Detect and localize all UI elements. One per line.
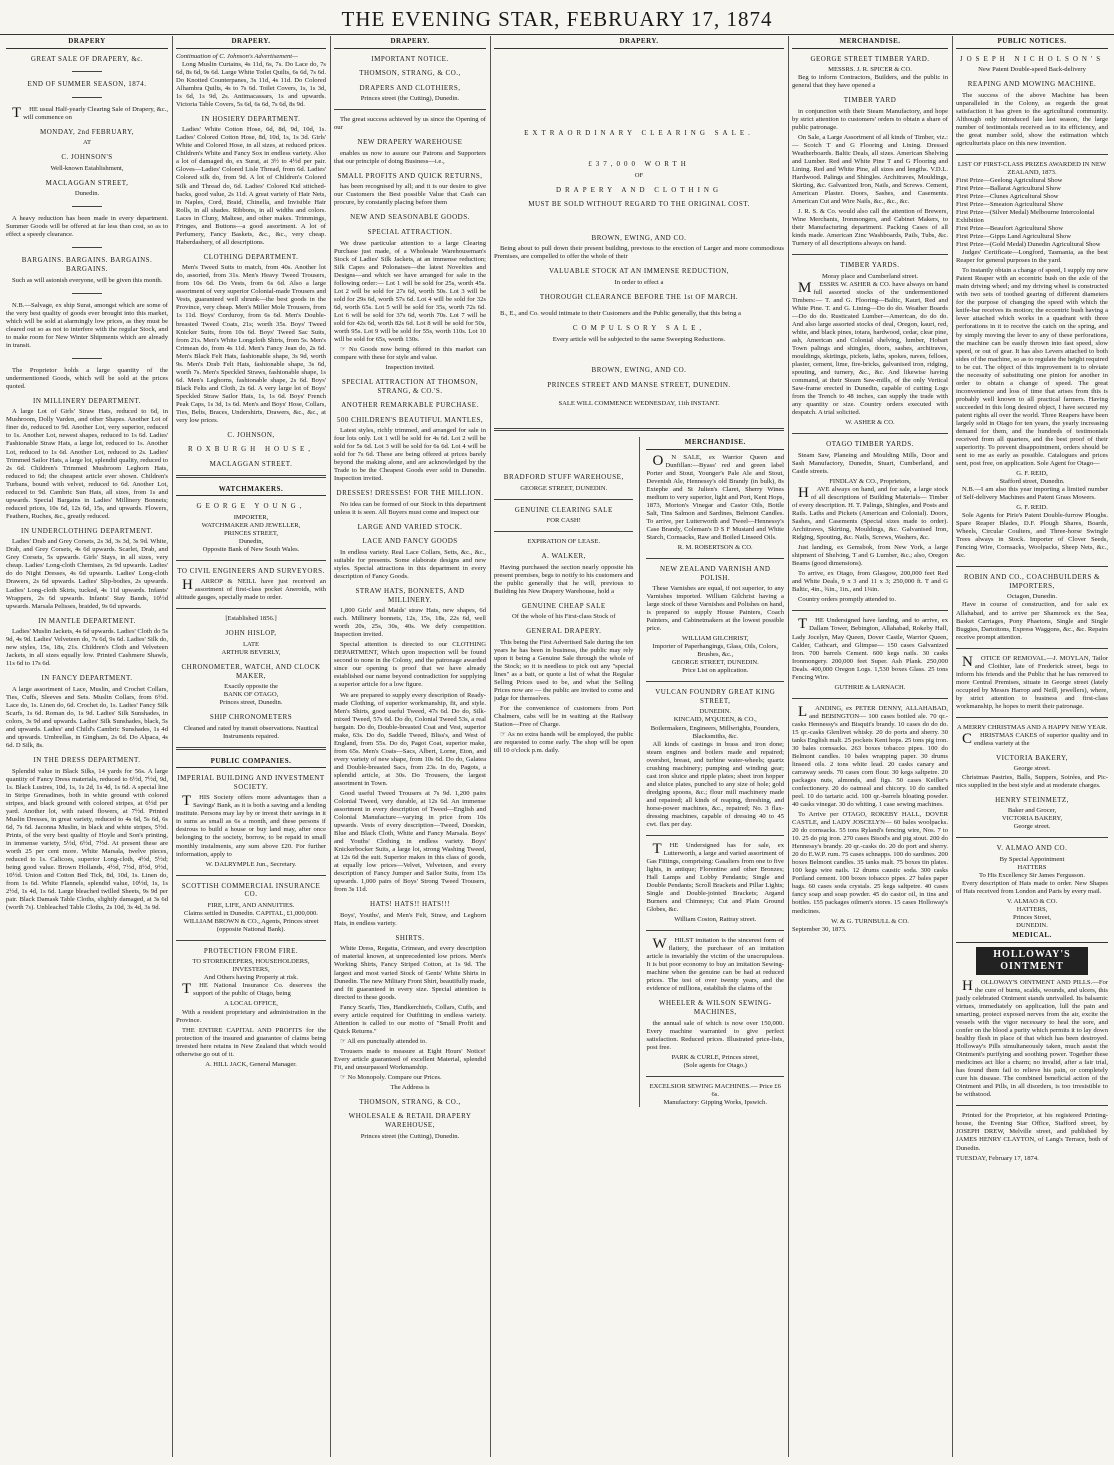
ad-firm: JOHN HISLOP, <box>225 629 277 638</box>
ad-firm: ROBIN AND CO., COACHBUILDERS & IMPORTERS, <box>964 573 1100 590</box>
ad-title: GREAT SALE OF DRAPERY, &c. <box>30 54 144 63</box>
ad-subtitle: END OF SUMMER SEASON, 1874. <box>27 80 147 89</box>
ad-firm: BROWN, EWING, AND CO. <box>591 365 687 374</box>
prize-item: First Prize—Smeaton Agricultural Show <box>956 201 1064 208</box>
column-public-notices: PUBLIC NOTICES. JOSEPH NICHOLSON'S New Patent Double-speed Back-delivery REAPING AND MOWING MACHINE. The success of the above Machine has been unparalleled in the Colony, as regards the great satisfaction it has given to the agricultural community. Although only introduced late last season, the large number of testimonials received as to its efficiency, and the great number sold, show the estimation which agriculturists place on this new invention. LIST OF FIRST-CLASS PRIZES AWARDED IN NEW ZEALAND, 1873. First Prize—Geelong Agricultural Show First Prize—Ballarat Agricultural Show First Prize—Clunes Agricultural Show First Prize—Smeaton Agricultural Show First Prize—(Silver Medal) Melbourne Intercolonial Exhibition First Prize—Beaufort Agricultural Show First Prize—Gipps Land Agricultural Show First Prize—(Gold Medal) Dunedin Agricultural Show Judges' Certificate—Longford, Tasmania, as the best Reaper for general purposes in the yard. To instantly obtain a change of speed, I supply my new Patent Reaper with an eccentric bush on the axle of the main driving wheel; and my driving wheel is constructed with two sets of toothed gearing of different diameters for the purpose of changing the speed with which the knife-bar receives its motion; the eccentric bush having a lever attached which works in a quadrant with three perforations in it to receive the catch on the spring, and by simply moving the lever to any of these perforations, the machine can be easily thrown into fast speed, slow speed, or out of gear. It has also Levers attached to both sides of the machine, so as to regulate the height required to be cut. The object of this improvement is to obviate the necessity of substituting one pinion for another in order to obtain a change of speed. The great inconvenience and loss of time that arises from this is probably well known to all practical farmers. Having succeeded in this long desired object, I have secured my patent rights all over the world. Three Reapers have been largely sold in Otago for ten years, the yearly increasing demand for them, and the hundreds of testimonials received from all quarters, and the best proof of their superiority. To prevent disappointment, orders should be sent to me as early as possible. Catalogues and prices sent, post free, on application. Sole Agent for Otago— G. F. REID, Stafford street, Dunedin. N.B.—I am also this year importing a limited number of Self-delivery Machines and Patent Grass Mowers. G. F. REID. Sole Agents for Pirie's Patent Double-furrow Ploughs. Spare Reaper Blades, D.F. Plough Shares, Boards, Wheels, Circular Coulters, and Three-horse Swingle Trees always in Stock. Importer of Clover Seeds, Fencing Wire, Cornsacks, Woolpacks, Sheep Nets, &c., &c. ROBIN AND CO., COACHBUILDERS & IMPORTERS, Octagon, Dunedin. Have in course of construction, and for sale ex Allahabad, and to arrive per Shamrock ex the Sea, Basket Carriages, Pony Phaetons, Single and Single Buggies, Dartoitons, Express Waggons, &c., &c. Repairs receive prompt attention. NOTICE OF REMOVAL.—J. MOYLAN, Tailor and Clothier, late of Frederick street, begs to inform his friends and the Public that he has removed to more Central Premises, situate in George street (lately occupied by Messrs Harrop and Neill, jewellers), where, by strict attention to business and first-class workmanship, he hopes to merit their patronage. A MERRY CHRISTMAS AND A HAPPY NEW YEAR. CHRISTMAS CAKES of superior quality and in endless variety at the VICTORIA BAKERY, George street. Christmas Pastries, Balls, Suppers, Soirées, and Pic-nics supplied in the best style and at moderate charges. HENRY STEINMETZ, Baker and Grocer, VICTORIA BAKERY, George street. V. ALMAO AND CO. By Special Appointment HATTERS To His Excellency Sir James Fergusson. Every description of Hats made to order. New Shapes of Hats received from London and Paris by every mail. V. ALMAO & CO. HATTERS, Princes Street, DUNEDIN. MEDICAL. HOLLOWAY'S OINTMENT HOLLOWAY'S OINTMENT AND PILLS.—For the cure of burns, scalds, wounds, and ulcers, this justly celebrated Ointment stands unrivalled. Its balsamic virtues, immediately on application, lull the pain and smarting, protect exposed nerves from the air, excite the vessels with the vigor necessary to heal the sore, and confer on the blood a purity which permits it to lay down healthy flesh in place of that which has been destroyed. Holloway's Pills simultaneously taken, much assist the Ointment's purifying and soothing power. Together these medicines act like a charm; no invalid, after a fair trial, has found them fail to relieve his pain, or completely cure his disease. The combined beneficial action of the Ointment and Pills, in all disorders, is too irresistible to be withstood. Printed for the Proprietor, at his registered Printing-house, the Evening Star Office, Stafford street, by JOSEPH DREW, Melville street, and published by JAMES HENRY CLAYTON, of Lang's Terrace, both of Dunedin. TUESDAY, February 17, 1874. <box>956 37 1108 1162</box>
ad-firm: THOMSON, STRANG, & CO., <box>359 1097 461 1106</box>
column-merchandise: MERCHANDISE. GEORGE STREET TIMBER YARD. MESSRS. J. R. SPICER & CO. Beg to inform Contractors, Builders, and the public in general that they have opened a TIMBER YARD in conjunction with their Steam Manufactory, and hope by strict attention to customers' orders to obtain a share of public patronage. On Sale, a Large Assortment of all kinds of Timber, viz.:— Scotch T and G Flooring and Lining. Dressed Weatherboards. Baltic Deals, all sizes. American Shelving and Lumber. Red and White Pine T and G Flooring and Lining. Red and White Pine, all sizes and lengths. V.D.L. Hardwood. Palings and Shingles. Architraves, Mouldings, Skirting, &c. Galvanized Iron, Nails, and Screws. Cement, American Plaster. Doors, Sashes, and Casements. American Cut and Wire Nails, &c., &c., &c. J. R. S. & Co. would also call the attention of Brewers, Wine Merchants, Ironmongers, and Cabinet Makers, to their Manufacturing department. Packing Cases of all kinds made. American Zinc Washboards, Pails, Tubs, &c. Turnery of all descriptions always on hand. TIMBER YARDS. Moray place and Cumberland street. MESSRS W. ASHER & CO. have always on hand full assorted stocks of the undermentioned Timbers:— T. and G. Flooring—Baltic, Kauri, Red and White Pine. T. and G. Lining—Do do do. Weather Boards—Do do do. Rusticated Lumber—American, do do do. And also large assorted stocks of deal, Oregon, kauri, red, white, and black pines, totara, hardwood, cedar, clear pine, ash, American and Colonial shelving, lumber, Hobart Town palings and shingles, doors, sashes, architraves, mouldings, skirtings, pickets, laths, spokes, naves, felloes, plaster, cement, lime, fire-bricks, galvanised iron, ridging, spouting, and turnery, &c., &c. And likewise having command, at their Steam Saw-mills, of the only Vertical Saw-frame erected in Dunedin, capable of cutting Logs from the Trench to 48 inches, can supply the trade with any quantity or size. Country orders executed with despatch. A trial solicited. W. ASHER & CO. OTAGO TIMBER YARDS. Steam Saw, Planeing and Moulding Mills, Door and Sash Manufactory, Dunedin, Stuart, Cumberland, and Castle streets. FINDLAY & CO., Proprietors, HAVE always on hand, and for sale, a large stock of all descriptions of Building Materials— Timber of every description. H. T. Palings, Shingles, and Posts and Rails. Laths and Pickets (American and Colonial). Doors, Sashes, and Casements (Special sizes made to order). Architraves, Skirting, Mouldings, &c. Galvanised Iron, Ridging, Spouting, &c. Nails, Screws, Washers, &c. Just landing, ex Gemsbok, from New York, a large shipment of Shelving, T and G Lumber, &c.; also, Oregon Beams (good dimensions). To arrive, ex Otago, from Glasgow, 200,000 feet Red and White Deals, 9 x 3 and 11 x 3; 250,000 ft. T and G Baltic, 4in., ¾in., 1in., and 1¼in. Country orders promptly attended to. THE Undersigned have landing, and to arrive, ex Dallam Tower, Bebington, Allahabad, Rokeby Hall, Lady Jocelyn, May Queen, Dover Castle, Warrior Queen, Calder, Cathcart, and Glimpse— 150 cases Galvanized Iron. 700 barrels Cement. 600 kegs nails. 30 casks Ironmongery. 200,000 feet Super. Ash Plank. 250,000 Deals. 400,000 Oregon Logs. 1,530 boxes Glass. 25 tons Fencing Wire. GUTHRIE & LARNACH. LANDING, ex PETER DENNY, ALLAHABAD, and BEBINGTON— 100 cases bottled ale. 70 qr.-casks Hennessy's and Bisquit's brandy. 10 cases do do do. 15 qr.-casks Glenlivet whisky. 20 do ports and sherry. 30 tanks English malt. 25 pockets Kent hops. 25 tons pig iron. 30 bales cornsacks. 263 boxes tobacco pipes. 100 do Belmont candles. 10 bales wrapping paper. 30 drums linseed oils. 2 tons white lead. 20 casks canary and carraway seeds. 70 cases corn flour. 30 kegs saltpetre. 20 packages nuts, almonds, and figs. 50 cases Keiller's confectionery. 20 do oatmeal and chicory. 10 do candied peel. 10 do tartaric acid. 100 qr.-barrels bloating powder. 40 casks vinegar. 30 do whiting. 1 case sewing machines. To Arrive per OTAGO, ROKEBY HALL, DOVER CASTLE, and LADY JOSCELYN— 60 bales woolpacks. 20 do cornsacks. 55 tons Ryland's fencing wire, Nos. 7 to 10. 25 do pig iron. 270 cases Bisod's and pig stout. 200 do Hennessy's brandy. 20 qr.-casks do. 20 do port and sherry. 20 do E.W.P. rum. 75 cases schnapps. 100 do sardines. 200 boxes Belmont candles. 35 tanks malt. 75 boxes tin plates. 100 kegs wire nails. 12 drums caustic soda. 300 casks Portland cement. 100 boxes tobacco pipes. 27 bales paper bags. 60 cases soda crystals. 25 kegs saltpetre. 40 cases fancy soap and soap powder. 45 do castor oil, in tins and bottles. 155 packages oilmen's stores. 15 cases Holloway's medicines. W. & G. TURNBULL & CO. September 30, 1873. <box>792 37 948 933</box>
bargains-heading: BARGAINS. BARGAINS. BARGAINS. BARGAINS. <box>21 256 153 273</box>
ad-firm: BROWN, EWING, AND CO. <box>591 233 687 242</box>
dept-heading: CLOTHING DEPARTMENT. <box>203 252 299 261</box>
ad-text: THE usual Half-yearly Clearing Sale of Drapery, &c., will commence on <box>12 104 168 121</box>
merchandise-column: MERCHANDISE. ON SALE, ex Warrior Queen and Dunfillan:—Byass' red and green label Porter and Stout, Younger's Pale Ale and Stout, Devenish Ale, Hennessy's old Brandy (in bulk), 8s Extephe and St Julien's Claret, Sherry Wines medium to very superior, light and Port, Kent Hops, 1873, Morton's Vinegar and Castor Oils, Bottle Salt, Tins Salmon and Sardines, Belmont Candles. To arrive, per Lutterworth and Tweel—Hennessy's Case Brandy, Coleman's D S F Mustard and White Starch, Cornsacks, Raw and Boiled Linseed Oils. R. M. ROBERTSON & CO. NEW ZEALAND VARNISH AND POLISH. These Varnishes are equal, if not superior, to any Varnishes imported. William Gilchrist having a large stock of these Varnishes and Polishes on hand, is prepared to supply House Painters, Coach Painters, and Cabinetmakers at the lowest possible price. WILLIAM GILCHRIST, Importer of Paperhangings, Glass, Oils, Colors, Brushes, &c., GEORGE STREET, DUNEDIN. Price List on application. VULCAN FOUNDRY GREAT KING STREET, DUNEDIN. KINCAID, M'QUEEN, & CO., Boilermakers, Engineers, Millwrights, Founders, Blacksmiths, &c. All kinds of castings in brass and iron done; steam engines and boilers made and repaired; overshot, breast, and turbine water-wheels; quartz crushing machinery; pumping and winding gear; cast iron sluice and ripple plates; sheet iron hopper and sluice plates, punched to any size of hole; gold dredging spoons, &c.; flour mill machinery made and repaired; all kinds of reaping, threshing, and horse-power machines, &c., repaired; No. 3 flax-dressing machines, capable of dressing 40 to 45 cwt. flax per day. THE Undersigned has for sale, ex Lutterworth, a large and varied assortment of Gas Fittings, comprising: Gasaliers from one to five lights, in antique; Florentine and other Bronzes; Hall Lamps and Lobby Pendants; Single and Double Pendants; Scroll Brackets and Pillar Lights; Single and Double-jointed Brackets; Argand Burners and Chimneys; Cut and Plain Ground Globes, &c. William Coston, Rattray street. WHILST imitation is the sincerest form of flattery, the purchaser of an imitation article is invariably the victim of the unscrupulous. It is but poor economy to buy an imitation Sewing-machine when the genuine can be had at reduced prices. The test of over twenty years, and the evidence of millions, establish the claims of the WHEELER & WILSON SEWING-MACHINES, the annual sale of which is now over 150,000. Every machine warranted to give perfect satisfaction. Reduced prices. Illustrated price-lists, post free. PARK & CURLE, Princes street, (Sole agents for Otago.) EXCELSIOR SEWING MACHINES.— Price £6 6s. Manufactory: Gipping Works, Ipswich. <box>646 438 784 1106</box>
section-header: DRAPERY <box>6 36 168 49</box>
ad-street: MACLAGGAN STREET, <box>45 178 129 187</box>
column-drapery-2: DRAPERY. Continuation of C. Johnson's Advertisement— Long Muslin Curtains, 4s 11d, 6s, 7s. Do Lace do, 7s 6d, 8s 6d, 9s 6d. Large White Toilet Quilts, 6s 6d, 7s 6d. Do Knotted Counterpanes, 3s 11d, 4s 11d. Do Colored Alhambra Quilts, 4s to 7s 6d. Toilet Covers, 1s, 1s 3d, 1s 6d, 1s 9d, 2s. Antimacassars, 1s and upwards. Victoria Table Covers, 5s 6d, 6s 6d, 7s 6d, 8s 9d. IN HOSIERY DEPARTMENT. Ladies' White Cotton Hose, 6d, 8d, 9d, 10d, 1s. Ladies' Colored Cotton Hose, 8d, 10d, 1s, 1s 3d. Girls' White and Colored Hose, in all sizes, at reduced prices. Children's White and Fancy Sox in endless variety. Also a lot of damaged do, ex Surat, at 3½ to 4½d per pair. Gloves—Ladies' Colored Lisle Thread, from 6d. Ladies' Colored silk do, from 9d. A lot of Children's Colored Silk and Thread do, 6d. Ladies' Colored Kid stitched-backs, good value, 2s 11d. A great variety of Hair Nets, in Naples, Cord, Braid, Chinella, and Invisible Hair Rolls, in all shades. Ribbons, in all widths and colors. Laces in Cluny, Maltese, and other makes. Trimmings, Fringes, and Buttons—a good assortment. A lot of Perfumery, Fancy Baskets, &c., &c., very cheap. Haberdashery, of all descriptions. CLOTHING DEPARTMENT. Men's Tweed Suits to match, from 40s. Another lot do, assorted, from 31s. Men's Heavy Tweed Trousers, from 10s 6d. Do Vests, from 6s 6d. Also a large assortment of very superior Colonial-made Trousers and Vests, guaranteed well shrunk—the best goods in the Province, very cheap. Men's Miller Mole Trousers, from 1s 11d. Boys' Corduroy, from 6s 6d. Men's Double-breasted Tweed Coats, 21s; worth 35s. Boys' Tweed Knicker Suits, from 10s 6d. Boys' Tweed Sac Suits, from 21s. Men's White Longcloth Shirts, from 5s. Men's Crimean do, from 4s 11d. Men's Fancy Jean do, 2s 6d. Men's Black Felt Hats, fashionable shape, 3s 9d, worth 9s. Men's Drab Felt Hats, fashionable shape, 3s 6d, worth 7s. Men's Speckled Straws, fashionable shape, 1s 6d. Men's Leghorns, fashionable shape, 2s 6d. Boys' Black Felts and Cloth, 2s 6d. A very large lot of Boys' Speckled Straw Sailor Hats, 1s, 1s 6d. Boys' French Peak Caps, 1s 3d, 1s 6d. Men's and Boys' Hose, Collars, Ties, Belts, Braces, Undershirts, Drawers, &c., &c., at very low prices. C. JOHNSON, ROXBURGH HOUSE, MACLAGGAN STREET. WATCHMAKERS. GEORGE YOUNG, IMPORTER, WATCHMAKER AND JEWELLER, PRINCES STREET, Dunedin, Opposite Bank of New South Wales. TO CIVIL ENGINEERS AND SURVEYORS. HARROP & NEILL have just received an assortment of first-class pocket Aneroids, with altitude gauges, specially made to order. [Established 1856.] JOHN HISLOP, LATE ARTHUR BEVERLY, CHRONOMETER, WATCH, AND CLOCK MAKER, Exactly opposite the BANK OF OTAGO, Princes street, Dunedin. SHIP CHRONOMETERS Cleaned and rated by transit observations. Nautical Instruments repaired. PUBLIC COMPANIES. IMPERIAL BUILDING AND INVESTMENT SOCIETY. THIS Society offers more advantages than a Savings' Bank, as it is both a saving and a lending institute. Persons may lay by or invest their savings in it in sums as small as 6s a month, and these persons if desirous to build a house or buy land may, after once belonging to the society, borrow, to be repaid in small monthly instalments, any sum above £20. For further information, apply to W. DALRYMPLE Jun., Secretary. SCOTTISH COMMERCIAL INSURANCE CO. FIRE, LIFE, AND ANNUITIES. Claims settled in Dunedin. CAPITAL, £1,000,000. WILLIAM BROWN & CO., Agents, Princes street (opposite National Bank). PROTECTION FROM FIRE. TO STOREKEEPERS, HOUSEHOLDERS, INVESTERS, And Others having Property at risk. THE National Insurance Co. deserves the support of the public of Otago, being A LOCAL OFFICE, With a resident proprietary and administration in the Province. THE ENTIRE CAPITAL AND PROFITS for the protection of the insured and guarantee of claims being invested here retains in New Zealand that which would otherwise go out of it. A. HILL JACK, General Manager. <box>176 37 326 1068</box>
section-header: WATCHMAKERS. <box>176 484 326 497</box>
ad-firm: JOSEPH NICHOLSON'S <box>959 54 1105 63</box>
dept-heading: IN THE DRESS DEPARTMENT. <box>33 756 141 765</box>
masthead: THE EVENING STAR, FEBRUARY 17, 1874 <box>0 4 1114 35</box>
holloway-banner: HOLLOWAY'S OINTMENT <box>976 947 1088 975</box>
dept-heading: IN HOSIERY DEPARTMENT. <box>201 114 301 123</box>
imprint: Printed for the Proprietor, at his registered Printing-house, the Evening Star Office, Stafford street, by JOSEPH DREW, Melville street, and published by JAMES HENRY CLAYTON, of Lang's Terrace, both of Dunedin. <box>956 1112 1108 1152</box>
ad-signature: C. JOHNSON, <box>227 430 275 439</box>
column-drapery-1: DRAPERY GREAT SALE OF DRAPERY, &c. END OF SUMMER SEASON, 1874. THE usual Half-yearly Clearing Sale of Drapery, &c., will commence on MONDAY, 2nd FEBRUARY, AT C. JOHNSON'S Well-known Establishment, MACLAGGAN STREET, Dunedin. A heavy reduction has been made in every department. Summer Goods will be offered at far less than cost, so as to effect a speedy clearance. BARGAINS. BARGAINS. BARGAINS. BARGAINS. Such as will astonish everyone, will be given this month. N.B.—Salvage, ex ship Surat, amongst which are some of the very best quality of goods ever brought into this market, which will be sold at alarmingly low prices, as they must be cleared out so as not to interfere with the regular Stock, and to make room for New Winter Shipments which are already in transit. The Proprietor holds a large quantity of the undermentioned Goods, which will be sold at the prices quoted. IN MILLINERY DEPARTMENT. A large Lot of Girls' Straw Hats, reduced to 6d, in Mushroom, Dolly Varden, and other Shapes. Another Lot of finer do, reduced to 9d. Another Lot, very superior, reduced to 1s. Another Lot, newest shapes, reduced to 1s 6d. Ladies' Fashionable Straw Hats, a large lot, reduced to 1s. Another Lot, reduced to 1s 6d. Another Lot, reduced to 2s. Ladies' Trimmed Sailor Hats, a large lot, splendid quality, reduced to 2s 6d. Children's Trimmed Mushroom Leghorn Hats, reduced to 6d; the cheapest article ever shown. Children's Turbans, bound with velvet, reduced to 6d. Another Lot, reduced to 9d. Cambric Sun Hats, all sizes, from 1s and upwards. Special Bargains in Ladies' Millinery Bonnets; reduced prices, 10s 6d, 12s 6d, 15s, and upwards. Flowers, Feathers, Ruches, &c., greatly reduced. IN UNDERCLOTHING DEPARTMENT. Ladies' Drab and Grey Corsets, 2s 3d, 3s 3d, 3s 9d. White, Drab, and Grey Corsets, 4s 6d upwards. Scarlet, Drab, and Grey Corsets, 5s upwards. Girls' Stays, in all sizes, very cheap. Ladies' Long-cloth Chemises, 2s 9d upwards. Ladies' do do Night Dresses, 4s 6d upwards. Ladies' Long-cloth Drawers, 2s 6d upwards. Ladies' Slip-bodies, 2s upwards. Ladies' Long-cloth Skirts, tucked, 4s 11d upwards. Infants' Wrappers, 2s 6d upwards. Infants' Stay Bands, 10½d upwards. Marsala Pelisses, braided, 9s 6d upwards. IN MANTLE DEPARTMENT. Ladies' Muslin Jackets, 4s 6d upwards. Ladies' Cloth do 5s 9d, 4s 9d. Ladies' Velveteen do, 7s 6d, 9s 6d. Ladies' Silk do, new styles, 15s, 18s, 21s. Children's Cloth and Velveteen Jackets, in all sizes equally low. Printed Cashmere Shawls, 11s 6d to 17s 6d. IN FANCY DEPARTMENT. A large assortment of Lace, Muslin, and Crochet Collars, Ties, Cuffs, Sleeves and Sets. Muslin Collars, from 6½d. Lace do, 1s. Linen do, 6d. Crochet do, 1s. Ladies' Fancy Silk Scarfs, 1s 6d. Roman do, 1s 9d. Ladies' Silk Sunshades, in colors, 3s 9d and upwards. Ladies' Silk Sunshades, black, 5s and upwards. Ladies' and Child's Cambric Sunshades, 1s 4d and upwards. Umbrellas, in Gingham, 2s 6d. Do Alpaca, 4s 6d. D Silk, 8s. IN THE DRESS DEPARTMENT. Splendid value in Black Silks, 14 yards for 56s. A large quantity of Fancy Dress materials, reduced to 6½d, 7½d, 9d, 1s. Black Lustres, 10d, 1s, 1s 2d, 1s 4d, 1s 6d. A special line in Stripe Grenadines, both in white ground with colored stripes, and black ground with colored stripes, at 6½d per yard. Another lot, with raised flowers, at 7½d. Printed Muslin Dresses, in great variety, reduced to 4s 6d, 5s 6d, 6s 6d, 7s 6d. Jaconna Muslin, in black and white stripes, 5½d. Prints, of the very best quality of Hoyle and Son's printing, in immense variety, 5½d, 6½d, 7½d. At present these are worth 25 per cent more. White Marsala, twelve pieces, reduced to 1s. Calicoes, superior Long-cloth, 4½d, 5½d; being good value. Brown Hollands, 4½d, 7½d, 8½d, 9½d, 10½d. Union and Cotton Bed Tick, 8d, 10d, 1s. Linen do, from 1s 6d. White Flannels, splendid value, 10½d, 1s, 1s 2½d, 1s 4d, 1s 6d. Large bleached twilled Sheets, 9s 9d per pair. Black Damask Table Cloths, slightly damaged, at 3s 6d (worth 7s). Unbleached Table Cloths, 2s 10d, 3s 4d, 3s 9d. <box>6 37 168 912</box>
sale-heading: EXTRAORDINARY CLEARING SALE. <box>524 128 754 137</box>
column-drapery-3: DRAPERY. IMPORTANT NOTICE. THOMSON, STRANG, & CO., DRAPERS AND CLOTHIERS, Princes street (the Cutting), Dunedin. The great success achieved by us since the Opening of our NEW DRAPERY WAREHOUSE enables us now to assure our Patrons and Supporters that our principle of doing Business—i.e., SMALL PROFITS AND QUICK RETURNS, has been recognised by all; and it is our desire to give our Customers the Best possible Value that Cash can procure, by constantly placing before them NEW AND SEASONABLE GOODS. SPECIAL ATTRACTION. We draw particular attention to a large Clearing Purchase just made, of a Wholesale Warehouseman's Stock of Ladies' Silk Jackets, at an immense reduction; Silk Capes and Polonaises—the latest Novelties and Designs—and which we have arranged for sale in the following order:— Lot 1 will be sold for 25s, worth 45s. Lot 2 will be sold for 27s 6d, worth 50s. Lot 3 will be sold for 29s 6d, worth 57s 6d. Lot 4 will be sold for 32s 6d, worth 65s. Lot 5 will be sold for 35s, worth 72s 6d. Lot 6 will be sold for 37s 6d, worth 70s. Lot 7 will be sold for 42s 6d, worth 82s 6d. Lot 8 will be sold for 50s, worth 95s. Lot 9 will be sold for 55s, worth 110s. Lot 10 will be sold for 65s, worth 130s. ☞ No Goods now being offered in this market can compare with these for style and value. Inspection invited. SPECIAL ATTRACTION AT THOMSON, STRANG, & CO.'S. ANOTHER REMARKABLE PURCHASE. 500 CHILDREN'S BEAUTIFUL MANTLES, Latest styles, richly trimmed, and arranged for sale in four lots only. Lot 1 will be sold for 4s 6d. Lot 2 will be sold for 5s 6d. Lot 3 will be sold for 6s 6d. Lot 4 will be sold for 7s 6d. These are being offered at prices barely beyond the making alone, and are acknowledged by the Trade to be the Cheapest Goods ever sold in Dunedin. Inspection invited. DRESSES! DRESSES! FOR THE MILLION. No idea can be formed of our Stock in this department unless it is seen. All Buyers must come and inspect our LARGE AND VARIED STOCK. LACE AND FANCY GOODS In endless variety. Real Lace Collars, Setts, &c., &c., suitable for presents. Some elaborate designs and new styles. Special attractions in this department in every description of Fancy Goods. STRAW HATS, BONNETS, AND MILLINERY. 1,800 Girls' and Maids' straw Hats, new shapes, 6d each. Millinery bonnets, 12s, 15s, 18s, 22s 6d, well worth 20s, 25s, 30s, 40s. We defy competition. Inspection invited. Special attention is directed to our CLOTHING DEPARTMENT, Which upon inspection will be found second to none in the Colony, and the patronage awarded since our opening is proof that we have already established our name beyond contradiction for supplying a superior article for a low figure. We are prepared to supply every description of Ready-made Clothing, of superior workmanship, fit, and style. Men's Shirts, good useful Tweed, 47s 6d. Do do, Silk-mixed Tweed, 57s 6d. Do do, Colonial Tweed 53s, a real bargain. Do do, Double-breasted Coat and Vest, superior make, 63s. Do do, Saddle Tweed, Bliss's, and West of England, from 55s. Do do, Pagot Coat, superior make, from 65s. Men's Coats—Sacs, Albert, Lorne, Eton, and every variety of new shape, from 10s 6d. Do do, Galatea and Double-breasted Sacs, from 23s. In do, Pagots, a splendid article, at 30s. Do Trousers, the largest assortment in Town. Good useful Tweed Trousers at 7s 9d. 1,200 pairs Colonial Tweed, very durable, at 12s 6d. An immense assortment in every description of Tweed—English and Colonial Manufacture—varying in price from 10s upwards. Vests of every description—Tweed, Doeskin, Blue and Black Cloth, White and Fancy Marsala. Boys' and Youths' Clothing in endless variety. Boys' Knickerbocker Suits, a large lot, strong Washing Tweed, at 12s 6d the suit. Superior makes in this class of goods, at equally low prices—Velvet, Velveteen, and every description of Fancy Jumper and Sailor Suits, from 15s upwards. 1,000 pairs of Boys' Strong Tweed Trousers, from 3s 11d. HATS! HATS!! HATS!!! Boys', Youths', and Men's Felt, Straw, and Leghorn Hats, in endless variety. SHIRTS. White Dress, Regatta, Crimean, and every description of material known, at unprecedented low prices. Men's Working Shirts, Fancy Striped Cotton, at 1s 9d. The largest and most varied Stock of Gents' White Shirts in Dunedin. The new Military Front Shirt, beautifully made, and fit guaranteed in every size. Special attention is directed to these goods. Fancy Scarfs, Ties, Handkerchiefs, Collars, Cuffs, and every article required for Outfitting in endless variety. Attention is called to our motto of "Small Profit and Quick Returns." ☞ All ers punctually attended to. Trousers made to measure at Eight Hours' Notice! Every article guaranteed of excellent Material, splendid Fit, and unsurpassed Workmanship. ☞ No Monopoly. Compare our Prices. The Address is THOMSON, STRANG, & CO., WHOLESALE & RETAIL DRAPERY WAREHOUSE, Princes street (the Cutting), Dunedin. <box>334 37 486 1140</box>
ad-firm: C. JOHNSON'S <box>61 153 113 162</box>
dept-heading: IN UNDERCLOTHING DEPARTMENT. <box>21 526 153 535</box>
ad-firm: V. ALMAO AND CO. <box>996 844 1068 853</box>
prize-item: First Prize—(Gold Medal) Dunedin Agricultural Show <box>956 241 1101 249</box>
section-header: DRAPERY. <box>176 36 326 49</box>
ad-firm: A. WALKER, <box>541 552 586 561</box>
section-header: PUBLIC NOTICES. <box>956 36 1108 49</box>
section-header: MERCHANDISE. <box>792 36 948 49</box>
ad-firm: THOMSON, STRANG, & CO., <box>359 69 461 78</box>
prize-item: First Prize—Geelong Agricultural Show <box>956 176 1063 184</box>
section-header: DRAPERY. <box>334 36 486 49</box>
dept-heading: IN MANTLE DEPARTMENT. <box>38 616 136 625</box>
column-drapery-4: DRAPERY. EXTRAORDINARY CLEARING SALE. £37,000 WORTH OF DRAPERY AND CLOTHING MUST BE SOLD WITHOUT REGARD TO THE ORIGINAL COST. BROWN, EWING, AND CO. Being about to pull down their present building, previous to the erection of Larger and more commodious Premises, are compelled to offer the whole of their VALUABLE STOCK AT AN IMMENSE REDUCTION, In order to effect a THOROUGH CLEARANCE BEFORE THE 1st OF MARCH. B., E., and Co. would intimate to their Customers and the Public generally, that this being a COMPULSORY SALE, Every article will be subjected to the same Sweeping Reductions. BROWN, EWING, AND CO. PRINCES STREET AND MANSE STREET, DUNEDIN. SALE WILL COMMENCE WEDNESDAY, 11th INSTANT. BRADFORD STUFF WAREHOUSE, GEORGE STREET, DUNEDIN. GENUINE CLEARING SALE FOR CASH! EXPIRATION OF LEASE. A. WALKER, Having purchased the section nearly opposite his present premises, begs to notify to his customers and the public generally that he will, previous to Building his New Drapery Warehouse, hold a GENUINE CHEAP SALE Of the whole of his First-class Stock of GENERAL DRAPERY. This being the First Advertised Sale during the ten years he has been in business, the public may rely upon it being a Genuine Sale through the whole of the Stock; so it is needless to pick out any "special lines" as a bait, or quote a list of what the Regular Selling Prices used to be, and what the Selling Prices now are — the public are invited to come and judge for themselves. For the convenience of customers from Port Chalmers, cabs will be in waiting at the Railway Station—Free of Charge. ☞ As no extra hands will be employed, the public are requested to come early. The shop will be open till 10 o'clock p.m. daily. MERCHANDISE. ON SALE, ex Warrior Queen and Dunfillan:—Byass' red and green label Porter and Stout, Younger's Pale Ale and Stout, Devenish Ale, Hennessy's old Brandy (in bulk), 8s Extephe and St Julien's Claret, Sherry Wines medium to very superior, light and Port, Kent Hops, 1873, Morton's Vinegar and Castor Oils, Bottle Salt, Tins Salmon and Sardines, Belmont Candles. To arrive, per Lutterworth and Tweel—Hennessy's Case Brandy, Coleman's D S F Mustard and White Starch, Cornsacks, Raw and Boiled Linseed Oils. R. M. ROBERTSON & CO. NEW ZEALAND VARNISH AND POLISH. These Varnishes are equal, if not superior, to any Varnishes imported. William Gilchrist having a large stock of these Varnishes and Polishes on hand, is prepared to supply House Painters, Coach Painters, and Cabinetmakers at the lowest possible price. WILLIAM GILCHRIST, Importer of Paperhangings, Glass, Oils, Colors, Brushes, &c., GEORGE STREET, DUNEDIN. Price List on application. VULCAN FOUNDRY GREAT KING STREET, DUNEDIN. KINCAID, M'QUEEN, & CO., Boilermakers, Engineers, Millwrights, Founders, Blacksmiths, &c. All kinds of castings in brass and iron done; steam engines and boilers made and repaired; overshot, breast, and turbine water-wheels; quartz crushing machinery; pumping and winding gear; cast iron sluice and ripple plates; sheet iron hopper and sluice plates, punched to any size of hole; gold dredging spoons, &c.; flour mill machinery made and repaired; all kinds of reaping, threshing, and horse-power machines, &c., repaired; No. 3 flax-dressing machines, capable of dressing 40 to 45 cwt. flax per day. THE Undersigned has for sale, ex Lutterworth, a large and varied assortment of Gas Fittings, comprising: Gasaliers from one to five lights, in antique; Florentine and other Bronzes; Hall Lamps and Lobby Pendants; Single and Double Pendants; Scroll Brackets and Pillar Lights; Single and Double-jointed Brackets; Argand Burners and Chimneys; Cut and Plain Ground Globes, &c. William Coston, Rattray street. WHILST imitation is the sincerest form of flattery, the purchaser of an imitation article is invariably the victim of the unscrupulous. It is but poor economy to buy an imitation Sewing-machine when the genuine can be had at reduced prices. The test of over twenty years, and the evidence of millions, establish the claims of the WHEELER & WILSON SEWING-MACHINES, the annual sale of which is now over 150,000. Every machine warranted to give perfect satisfaction. Reduced prices. Illustrated price-lists, post free. PARK & CURLE, Princes street, (Sole agents for Otago.) EXCELSIOR SEWING MACHINES.— Price £6 6s. Manufactory: Gipping Works, Ipswich. <box>494 37 784 1106</box>
section-header: DRAPERY. <box>494 36 784 49</box>
section-header: PUBLIC COMPANIES. <box>176 756 326 769</box>
prize-item: First Prize—(Silver Medal) Melbourne Intercolonial Exhibition <box>956 209 1095 225</box>
imprint-date: TUESDAY, February 17, 1874. <box>956 1154 1039 1162</box>
ad-firm: GEORGE YOUNG, <box>196 502 306 511</box>
walker-ad: BRADFORD STUFF WAREHOUSE, GEORGE STREET, DUNEDIN. GENUINE CLEARING SALE FOR CASH! EXPIRATION OF LEASE. A. WALKER, Having purchased the section nearly opposite his present premises, begs to notify to his customers and the public generally that he will, previous to Building his New Drapery Warehouse, hold a GENUINE CHEAP SALE Of the whole of his First-class Stock of GENERAL DRAPERY. This being the First Advertised Sale during the ten years he has been in business, the public may rely upon it being a Genuine Sale through the whole of the Stock; so it is needless to pick out any "special lines" as a bait, or quote a list of what the Regular Selling Prices used to be, and what the Selling Prices now are — the public are invited to come and judge for themselves. For the convenience of customers from Port Chalmers, cabs will be in waiting at the Railway Station—Free of Charge. ☞ As no extra hands will be employed, the public are requested to come early. The shop will be open till 10 o'clock p.m. daily. <box>494 473 634 755</box>
dept-heading: IN MILLINERY DEPARTMENT. <box>33 396 141 405</box>
dept-heading: IN FANCY DEPARTMENT. <box>41 674 133 683</box>
prize-list <box>956 177 1108 249</box>
ad-date: MONDAY, 2nd FEBRUARY, <box>39 127 134 136</box>
section-header: MERCHANDISE. <box>646 437 784 450</box>
prize-item: First Prize—Ballarat Agricultural Show <box>956 184 1061 192</box>
prize-item: First Prize—Clunes Agricultural Show <box>956 192 1059 200</box>
section-header: MEDICAL. <box>956 930 1108 943</box>
prize-item: First Prize—Gipps Land Agricultural Show <box>956 233 1072 241</box>
ad-firm: GEORGE STREET TIMBER YARD. <box>810 54 930 63</box>
prize-item: First Prize—Beaufort Agricultural Show <box>956 225 1064 233</box>
